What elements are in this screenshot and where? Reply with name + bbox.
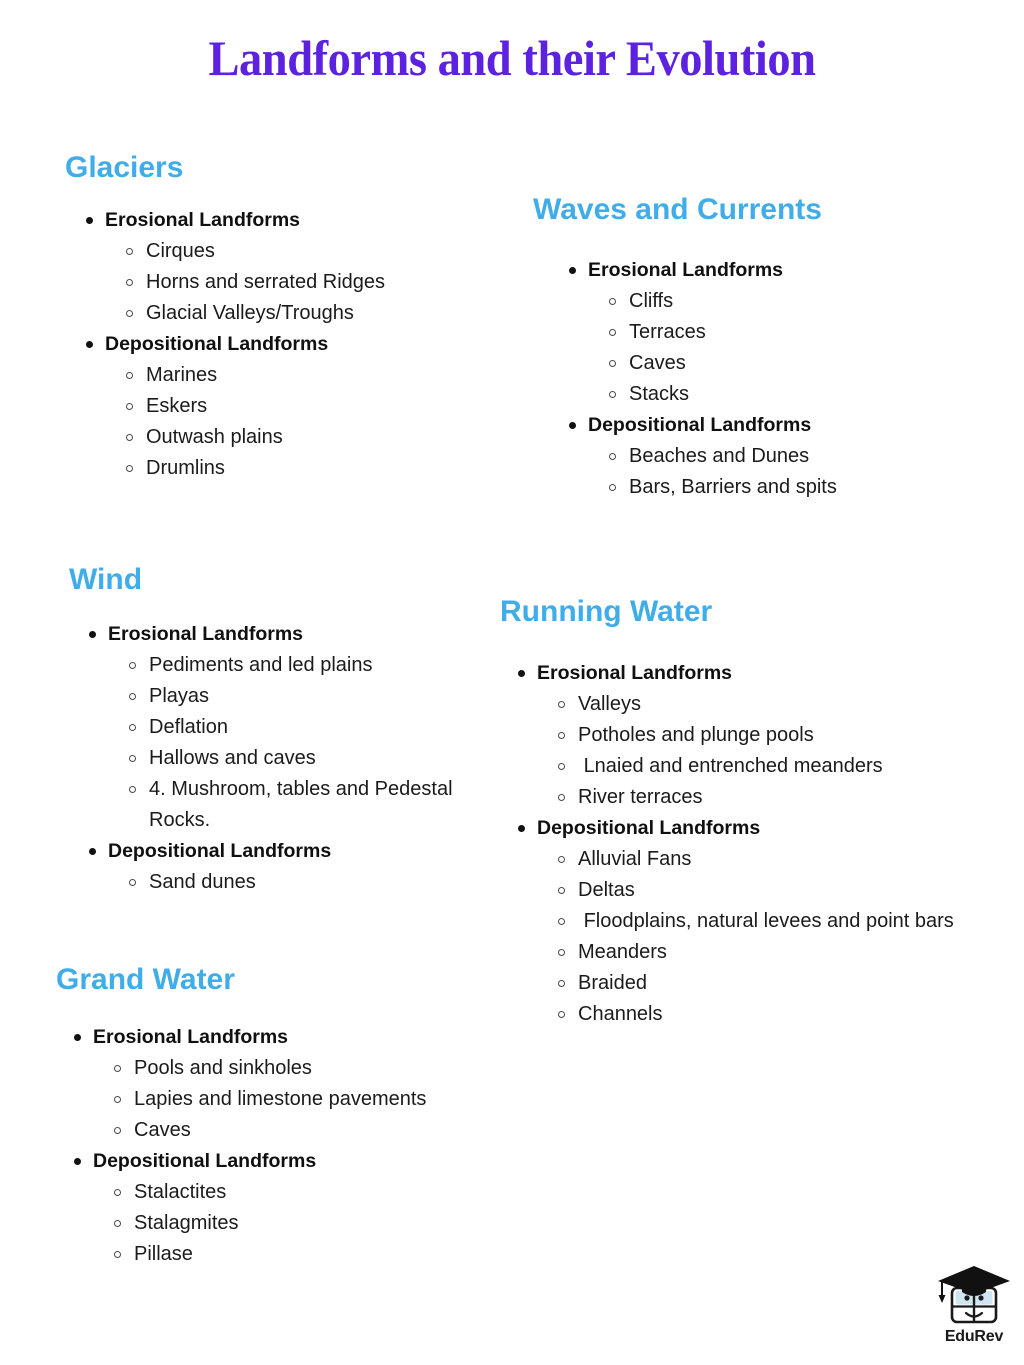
circle-bullet-icon	[126, 279, 133, 286]
list-item-label: Beaches and Dunes	[629, 445, 810, 467]
list-item	[105, 1053, 522, 1084]
list-item	[600, 379, 997, 410]
section-heading: Grand Water	[56, 963, 235, 996]
list-item-label: Caves	[134, 1119, 191, 1141]
list-item	[105, 1084, 522, 1115]
group-label: Depositional Landforms	[93, 1150, 317, 1172]
disc-bullet-icon	[74, 1158, 81, 1165]
edurev-logo-icon	[932, 1262, 1016, 1330]
circle-bullet-icon	[126, 465, 133, 472]
list-item	[120, 774, 485, 836]
page-title: Landforms and their Evolution	[208, 30, 816, 86]
group-label: Erosional Landforms	[588, 259, 784, 281]
list-item	[117, 391, 492, 422]
list-item	[549, 782, 1006, 813]
circle-bullet-icon	[609, 360, 616, 367]
circle-bullet-icon	[558, 918, 565, 925]
landform-item-list	[108, 650, 485, 836]
list-item-label: Floodplains, natural levees and point bars	[578, 910, 954, 932]
circle-bullet-icon	[558, 980, 565, 987]
landform-group	[76, 205, 492, 329]
circle-bullet-icon	[558, 949, 565, 956]
section-glaciers	[62, 150, 492, 484]
disc-bullet-icon	[86, 341, 93, 348]
circle-bullet-icon	[126, 310, 133, 317]
group-label: Depositional Landforms	[588, 414, 812, 436]
disc-bullet-icon	[89, 848, 96, 855]
list-item-label: Drumlins	[146, 457, 225, 479]
circle-bullet-icon	[126, 372, 133, 379]
circle-bullet-icon	[114, 1065, 121, 1072]
list-item-label: Glacial Valleys/Troughs	[146, 302, 354, 324]
list-item-label: Stalactites	[134, 1181, 227, 1203]
section-grand-water	[52, 962, 522, 1270]
list-item-label: Stacks	[629, 383, 690, 405]
list-item-label: Outwash plains	[146, 426, 283, 448]
circle-bullet-icon	[129, 755, 136, 762]
list-item-label: Channels	[578, 1003, 663, 1025]
landform-item-list	[93, 1053, 522, 1146]
list-item-label: Eskers	[146, 395, 208, 417]
list-item	[120, 681, 485, 712]
list-item	[549, 689, 1006, 720]
landform-group-list	[559, 255, 997, 503]
list-item	[549, 875, 1006, 906]
list-item-label: Pillase	[134, 1243, 193, 1265]
list-item	[549, 844, 1006, 875]
landform-item-list	[105, 360, 492, 484]
list-item	[117, 360, 492, 391]
list-item	[600, 472, 997, 503]
list-item-label: Lnaied and entrenched meanders	[578, 755, 883, 777]
landform-item-list	[537, 689, 1006, 813]
circle-bullet-icon	[114, 1251, 121, 1258]
circle-bullet-icon	[126, 434, 133, 441]
list-item-label: Valleys	[578, 693, 641, 715]
circle-bullet-icon	[114, 1220, 121, 1227]
disc-bullet-icon	[86, 217, 93, 224]
list-item	[117, 236, 492, 267]
landform-group	[559, 255, 997, 410]
list-item	[600, 286, 997, 317]
circle-bullet-icon	[609, 298, 616, 305]
circle-bullet-icon	[609, 329, 616, 336]
section-heading: Running Water	[500, 595, 713, 628]
circle-bullet-icon	[129, 662, 136, 669]
section-waves-and-currents	[527, 192, 997, 503]
disc-bullet-icon	[518, 670, 525, 677]
circle-bullet-icon	[129, 879, 136, 886]
list-item	[105, 1208, 522, 1239]
list-item	[105, 1177, 522, 1208]
list-item	[120, 867, 485, 898]
section-heading: Wind	[69, 563, 143, 596]
list-item-label: Cliffs	[629, 290, 674, 312]
circle-bullet-icon	[129, 786, 136, 793]
list-item-label: 4. Mushroom, tables and Pedestal Rocks.	[149, 778, 459, 831]
list-item-label: River terraces	[578, 786, 703, 808]
list-item	[117, 453, 492, 484]
disc-bullet-icon	[89, 631, 96, 638]
circle-bullet-icon	[126, 403, 133, 410]
list-item	[549, 999, 1006, 1030]
list-item	[117, 298, 492, 329]
landform-item-list	[588, 441, 997, 503]
list-item	[105, 1115, 522, 1146]
list-item-label: Lapies and limestone pavements	[134, 1088, 427, 1110]
landform-group-list	[76, 205, 492, 484]
circle-bullet-icon	[558, 763, 565, 770]
disc-bullet-icon	[569, 267, 576, 274]
disc-bullet-icon	[569, 422, 576, 429]
list-item	[120, 650, 485, 681]
group-label: Depositional Landforms	[105, 333, 329, 355]
landform-group	[79, 619, 485, 836]
list-item-label: Deltas	[578, 879, 635, 901]
circle-bullet-icon	[114, 1096, 121, 1103]
list-item	[120, 712, 485, 743]
circle-bullet-icon	[114, 1127, 121, 1134]
landform-item-list	[105, 236, 492, 329]
landform-item-list	[108, 867, 485, 898]
list-item	[549, 906, 1006, 937]
circle-bullet-icon	[129, 693, 136, 700]
list-item-label: Potholes and plunge pools	[578, 724, 814, 746]
landform-group	[508, 813, 1006, 1030]
landform-item-list	[588, 286, 997, 410]
section-wind	[65, 562, 485, 898]
list-item	[117, 422, 492, 453]
landform-group-list	[79, 619, 485, 898]
landform-group-list	[64, 1022, 522, 1270]
section-heading: Waves and Currents	[533, 193, 822, 226]
landform-group	[79, 836, 485, 898]
landform-group	[64, 1022, 522, 1146]
list-item-label: Hallows and caves	[149, 747, 316, 769]
list-item-label: Alluvial Fans	[578, 848, 692, 870]
list-item	[549, 720, 1006, 751]
disc-bullet-icon	[518, 825, 525, 832]
list-item-label: Meanders	[578, 941, 667, 963]
group-label: Erosional Landforms	[105, 209, 301, 231]
list-item-label: Pools and sinkholes	[134, 1057, 312, 1079]
circle-bullet-icon	[609, 484, 616, 491]
group-label: Erosional Landforms	[537, 662, 733, 684]
list-item-label: Cirques	[146, 240, 215, 262]
circle-bullet-icon	[114, 1189, 121, 1196]
list-item	[600, 441, 997, 472]
circle-bullet-icon	[558, 732, 565, 739]
list-item	[117, 267, 492, 298]
list-item	[600, 317, 997, 348]
circle-bullet-icon	[558, 1011, 565, 1018]
circle-bullet-icon	[129, 724, 136, 731]
list-item-label: Deflation	[149, 716, 228, 738]
list-item-label: Playas	[149, 685, 210, 707]
landform-group	[64, 1146, 522, 1270]
list-item-label: Pediments and led plains	[149, 654, 373, 676]
landform-group	[559, 410, 997, 503]
circle-bullet-icon	[558, 701, 565, 708]
list-item-label: Caves	[629, 352, 686, 374]
list-item-label: Horns and serrated Ridges	[146, 271, 386, 293]
list-item-label: Bars, Barriers and spits	[629, 476, 837, 498]
landform-group	[76, 329, 492, 484]
list-item-label: Terraces	[629, 321, 706, 343]
list-item	[105, 1239, 522, 1270]
section-heading: Glaciers	[65, 151, 184, 184]
list-item	[120, 743, 485, 774]
list-item	[549, 751, 1006, 782]
group-label: Depositional Landforms	[108, 840, 332, 862]
group-label: Erosional Landforms	[108, 623, 304, 645]
circle-bullet-icon	[609, 453, 616, 460]
circle-bullet-icon	[609, 391, 616, 398]
list-item-label: Sand dunes	[149, 871, 256, 893]
edurev-brand-label: EduRev	[944, 1328, 1004, 1345]
landform-group	[508, 658, 1006, 813]
landform-item-list	[93, 1177, 522, 1270]
list-item	[549, 968, 1006, 999]
disc-bullet-icon	[74, 1034, 81, 1041]
group-label: Depositional Landforms	[537, 817, 761, 839]
landform-group-list	[508, 658, 1006, 1030]
edurev-watermark	[932, 1262, 1016, 1358]
circle-bullet-icon	[558, 856, 565, 863]
circle-bullet-icon	[126, 248, 133, 255]
section-running-water	[496, 594, 1006, 1030]
circle-bullet-icon	[558, 887, 565, 894]
list-item-label: Marines	[146, 364, 218, 386]
list-item	[600, 348, 997, 379]
group-label: Erosional Landforms	[93, 1026, 289, 1048]
circle-bullet-icon	[558, 794, 565, 801]
list-item-label: Braided	[578, 972, 647, 994]
landform-item-list	[537, 844, 1006, 1030]
list-item-label: Stalagmites	[134, 1212, 239, 1234]
list-item	[549, 937, 1006, 968]
